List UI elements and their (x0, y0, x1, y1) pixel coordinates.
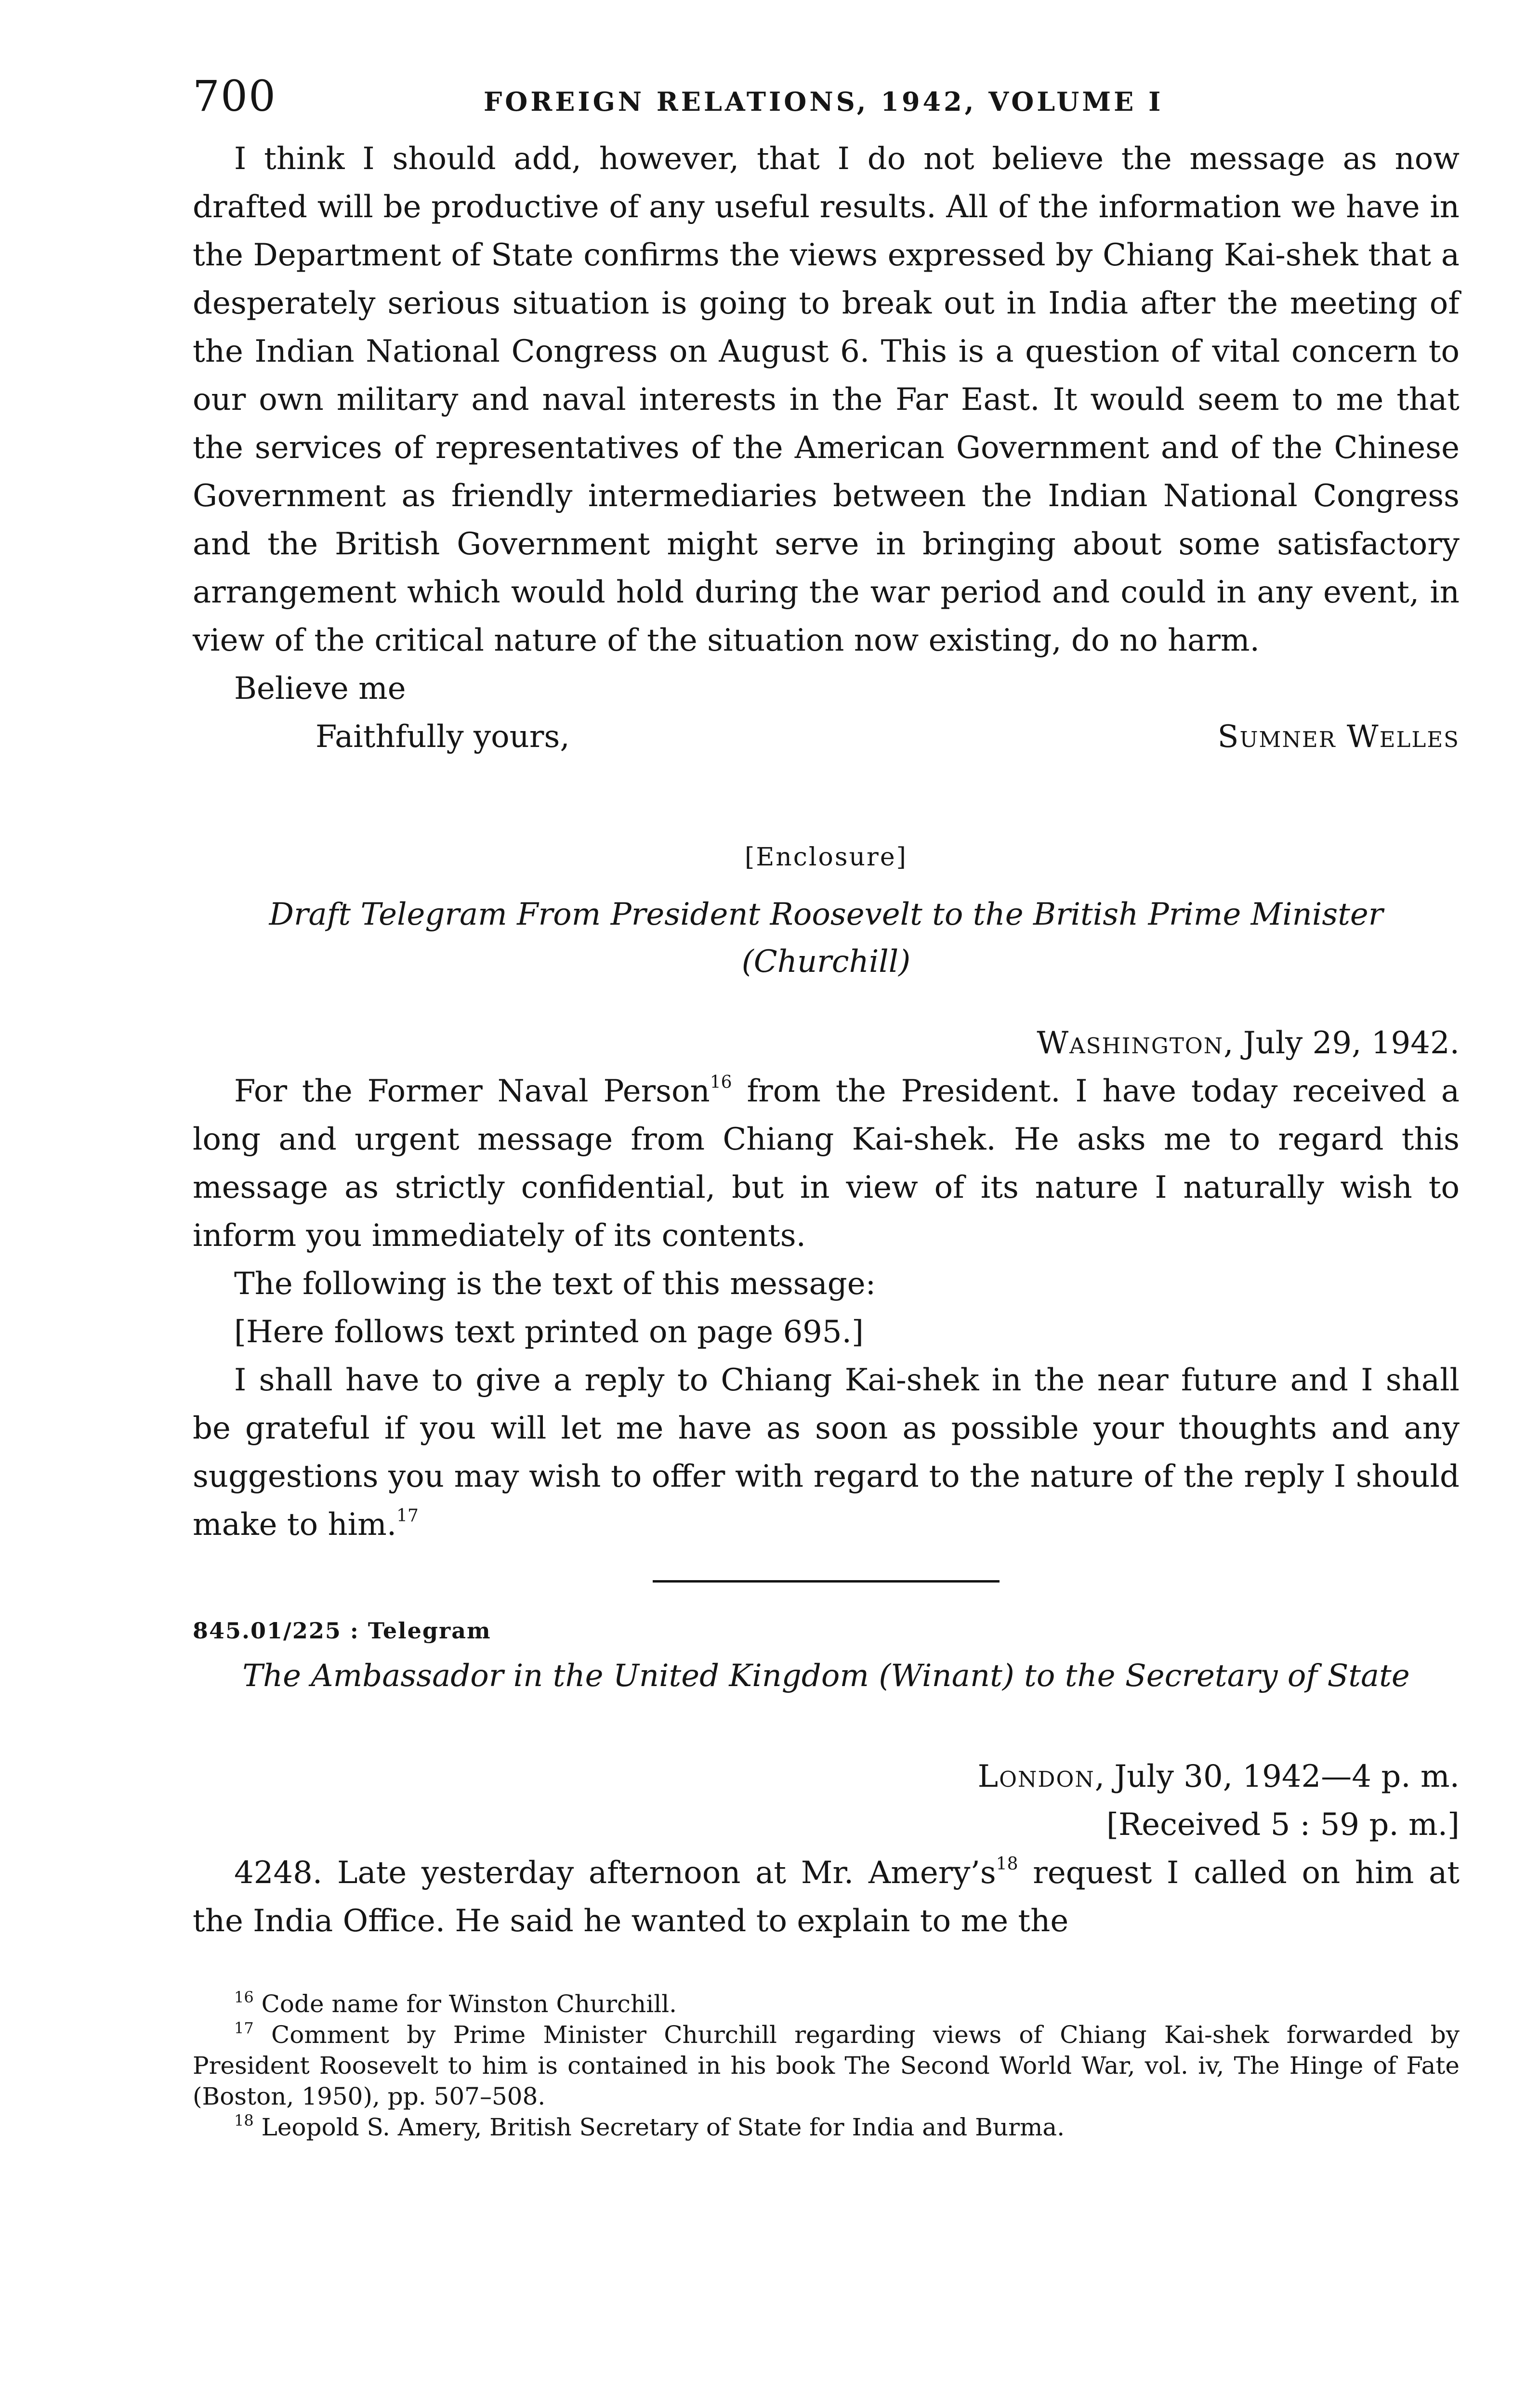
enclosure-title: Draft Telegram From President Roosevelt to the British Prime Minister (Churchill) (269, 897, 1383, 980)
telegram-paragraph-2: The following is the text of this message: (234, 1266, 876, 1302)
paragraph-text: request I called on him at the India Office. He said he wanted to explain to me the (193, 1855, 1460, 1939)
paragraph-text: 4248. Late yesterday afternoon at Mr. Amery’s (234, 1855, 996, 1891)
footnote-number: 16 (234, 1988, 254, 2006)
footnote-number: 17 (234, 2019, 254, 2037)
telegram-dateline (193, 1753, 1460, 1801)
enclosure-label: [Enclosure] (745, 843, 908, 872)
dateline-date: , July 29, 1942. (1223, 1025, 1460, 1061)
footnote-text: Leopold S. Amery, British Secretary of State for India and Burma. (261, 2113, 1065, 2141)
complimentary-close: Faithfully yours, (316, 719, 570, 755)
letter-paragraph: I think I should add, however, that I do not believe the message as now drafted will be productive of any useful results. All of the information we have in the Department of State confirms the views expressed by Chiang Kai-shek that a desperately serious situation is going to break out in India after the meeting of the Indian National Congress on August 6. This is a question of vital concern to our own military and naval interests in the Far East. It would seem to me that the services of representatives of the American Government and of the Chinese Government as friendly intermediaries between the Indian National Congress and the British Government might serve in bringing about some satisfactory arrangement which would hold during the war period and could in any event, in view of the critical nature of the situation now existing, do no harm. (193, 141, 1460, 658)
paragraph-text: from the President. I have today received a long and urgent message from Chiang Kai-shek. He asks me to regard this message as strictly confidential, but in view of its nature I naturally wish to inform you immediately of its contents. (193, 1073, 1460, 1254)
signature: Sumner Welles (1217, 719, 1460, 755)
footnote-text: Comment by Prime Minister Churchill regarding views of Chiang Kai-shek forwarded by President Roosevelt to him is contained in his book The Second World War, vol. iv, The Hinge of Fate (Boston, 1950), pp. 507–508. (193, 2021, 1460, 2110)
telegram-paragraph-4 (193, 1356, 1460, 1549)
footnote-ref-16: 16 (710, 1073, 732, 1092)
telegram-paragraph-3: [Here follows text printed on page 695.] (234, 1314, 864, 1350)
dateline-date: , July 30, 1942—4 p. m. (1094, 1759, 1460, 1794)
footnote (193, 2112, 1460, 2143)
telegram-body-paragraph (193, 1849, 1460, 1945)
document-page (193, 72, 1460, 2143)
signoff-row (193, 713, 1460, 761)
paragraph-text: For the Former Naval Person (234, 1073, 710, 1109)
enclosure-dateline (193, 1019, 1460, 1067)
received-time: [Received 5 : 59 p. m.] (1106, 1807, 1460, 1843)
footnote-ref-17: 17 (396, 1506, 419, 1526)
footnote-number: 18 (234, 2111, 254, 2130)
footnotes (193, 1989, 1460, 2143)
page-number: 700 (193, 71, 276, 121)
footnote-ref-18: 18 (996, 1854, 1018, 1874)
telegram-title: The Ambassador in the United Kingdom (Winant) to the Secretary of State (242, 1658, 1410, 1694)
footnote-text: Code name for Winston Churchill. (261, 1990, 677, 2018)
footnote (193, 2019, 1460, 2112)
footnote (193, 1989, 1460, 2019)
telegram-paragraph-1 (193, 1067, 1460, 1260)
dateline-place: Washington (1037, 1025, 1224, 1061)
section-divider (653, 1580, 1000, 1583)
dateline-place: London (977, 1759, 1095, 1794)
paragraph-text: I shall have to give a reply to Chiang Kai-shek in the near future and I shall be grateful if you will let me have as soon as possible your thoughts and any suggestions you may wish to offer with regard to the nature of the reply I should make to him. (193, 1362, 1460, 1543)
page-header (193, 72, 1460, 135)
closing-line: Believe me (234, 671, 406, 707)
running-head: FOREIGN RELATIONS, 1942, VOLUME I (483, 86, 1164, 117)
file-reference: 845.01/225 : Telegram (193, 1618, 491, 1644)
